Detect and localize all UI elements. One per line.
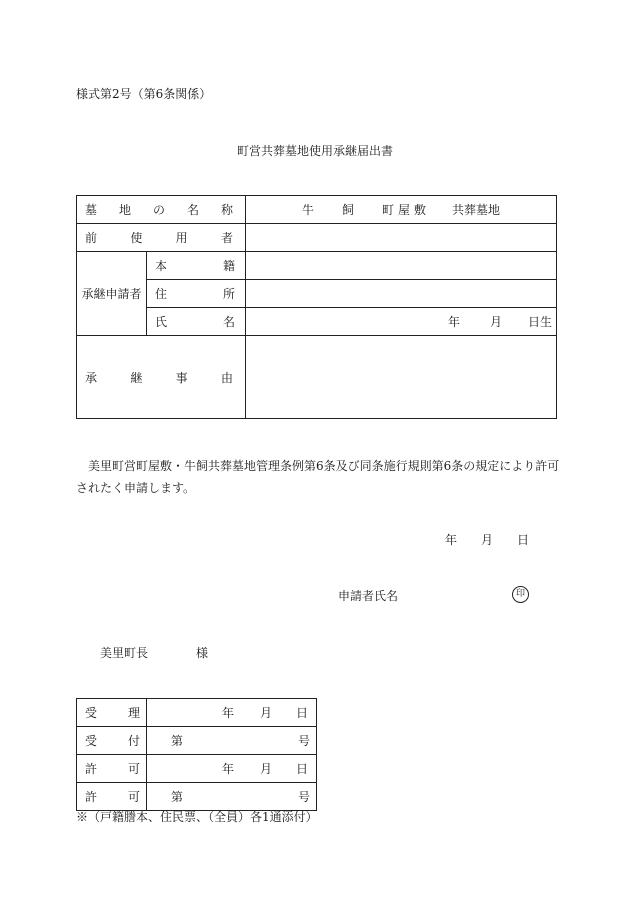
- previous-user-label: 前 使 用 者: [77, 224, 246, 252]
- cemetery-name-label: 墓 地 の 名 称: [77, 196, 246, 224]
- domicile-row: [77, 252, 557, 280]
- address-row: [77, 280, 557, 308]
- birth-date: 年 月 日生: [447, 315, 552, 329]
- cemetery-name-value: 牛 飼 町屋敷 共葬墓地: [246, 196, 557, 224]
- address-label: 住 所: [147, 280, 246, 308]
- mayor-title: 美里町長: [100, 646, 149, 660]
- reason-row: [77, 336, 557, 419]
- table-row: 受 付 第 号: [77, 727, 317, 755]
- previous-user-row: [77, 224, 557, 252]
- domicile-label: 本 籍: [147, 252, 246, 280]
- seal-icon: 印: [512, 586, 529, 603]
- reason-label: 承 継 事 由: [77, 336, 246, 419]
- table-row: 許 可 第 号: [77, 783, 317, 811]
- domicile-field[interactable]: [246, 252, 557, 280]
- name-field[interactable]: [246, 308, 557, 336]
- table-row: 受 理 年 月 日: [77, 699, 317, 727]
- previous-user-field[interactable]: [246, 224, 557, 252]
- address-field[interactable]: [246, 280, 557, 308]
- name-row: [77, 308, 557, 336]
- application-date: 年 月 日: [445, 533, 530, 547]
- name-label: 氏 名: [147, 308, 246, 336]
- main-application-table: [76, 195, 557, 419]
- table-row: 許 可 年 月 日: [77, 755, 317, 783]
- applicant-name-label: 申請者氏名: [338, 589, 399, 603]
- cemetery-name-row: [77, 196, 557, 224]
- applicant-group-label: 承継申請者: [77, 252, 147, 336]
- office-use-table: [76, 698, 317, 811]
- application-statement: 美里町営町屋敷・牛飼共葬墓地管理条例第6条及び同条施行規則第6条の規定により許可されたく申請します。: [76, 459, 560, 495]
- honorific: 様: [196, 646, 209, 660]
- document-title: 町営共葬墓地使用承継届出書: [236, 144, 393, 158]
- reason-field[interactable]: [246, 336, 557, 419]
- attachment-note: ※（戸籍謄本、住民票、（全員）各1通添付）: [76, 810, 318, 824]
- form-number: 様式第2号（第6条関係）: [76, 87, 212, 101]
